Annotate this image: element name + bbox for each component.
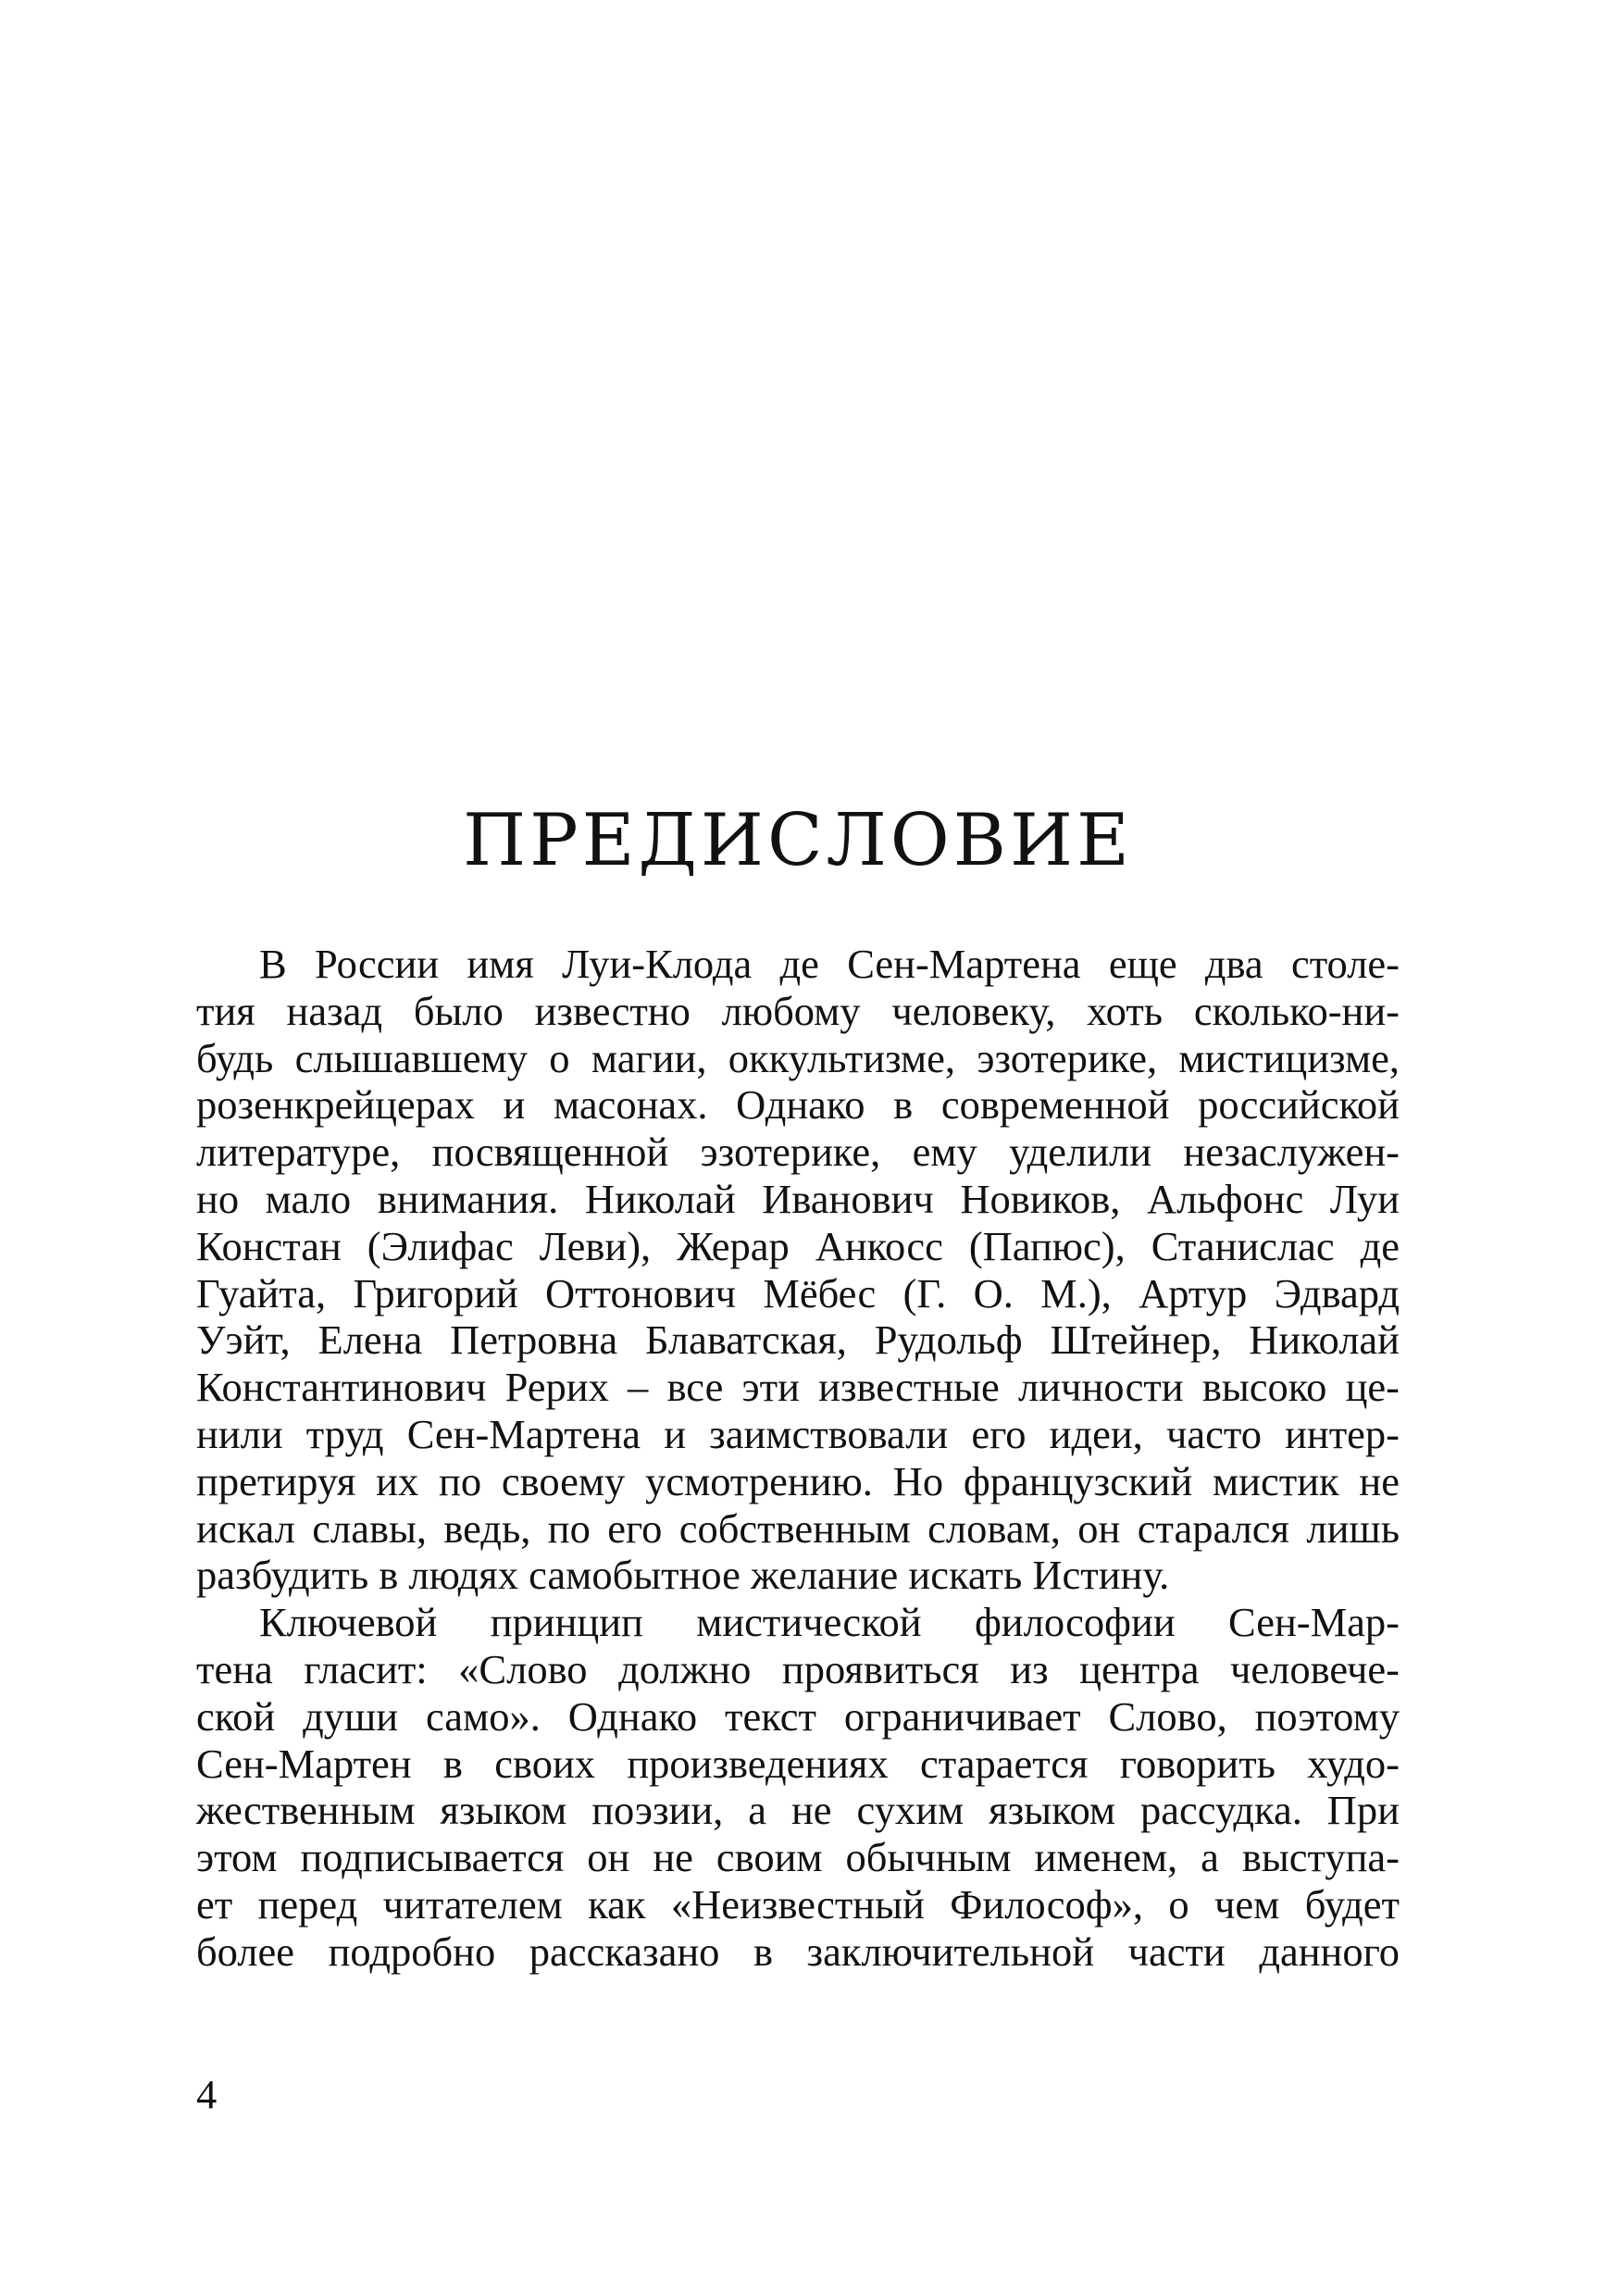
text-line: Констан (Элифас Леви), Жерар Анкосс (Папюс), Станислас де xyxy=(196,1222,1400,1269)
text-line: Гуайта, Григорий Оттонович Мёбес (Г. О. М.), Артур Эдвард xyxy=(196,1269,1400,1316)
text-line: Ключевой принцип мистической философии Сен-Мар- xyxy=(259,1599,1400,1646)
text-line: Константинович Рерих – все эти известные личности высоко це- xyxy=(196,1364,1400,1411)
text-line: искал славы, ведь, по его собственным словам, он старался лишь xyxy=(196,1504,1400,1552)
text-line: литературе, посвященной эзотерике, ему уделили незаслужен- xyxy=(196,1129,1400,1176)
text-line: жественным языком поэзии, а не сухим языком рассудка. При xyxy=(196,1787,1400,1834)
text-line: Уэйт, Елена Петровна Блаватская, Рудольф Штейнер, Николай xyxy=(196,1316,1400,1364)
page-title: ПРЕДИСЛОВИЕ xyxy=(463,799,1133,882)
text-line: будь слышавшему о магии, оккультизме, эзотерике, мистицизме, xyxy=(196,1034,1400,1081)
text-line: претируя их по своему усмотрению. Но французский мистик не xyxy=(196,1457,1400,1504)
text-line: ской души само». Однако текст ограничивает Слово, поэтому xyxy=(196,1692,1400,1740)
text-line: этом подписывается он не своим обычным именем, а выступа- xyxy=(196,1834,1400,1881)
paragraph-1 xyxy=(196,941,1400,1599)
text-line: тия назад было известно любому человеку, хоть сколько-ни- xyxy=(196,987,1400,1034)
body-text xyxy=(196,941,1400,1976)
text-line: розенкрейцерах и масонах. Однако в современной российской xyxy=(196,1081,1400,1129)
text-line: нили труд Сен-Мартена и заимствовали его идеи, часто интер- xyxy=(196,1410,1400,1457)
text-line: более подробно рассказано в заключительной части данного xyxy=(196,1928,1400,1975)
text-line: Сен-Мартен в своих произведениях старается говорить худо- xyxy=(196,1740,1400,1787)
text-line: В России имя Луи-Клода де Сен-Мартена еще два столе- xyxy=(259,941,1400,987)
page-number: 4 xyxy=(196,2071,218,2117)
text-line: ет перед читателем как «Неизвестный Философ», о чем будет xyxy=(196,1880,1400,1928)
text-line: разбудить в людях самобытное желание искать Истину. xyxy=(196,1552,1170,1599)
text-line: тена гласит: «Слово должно проявиться из центра человече- xyxy=(196,1645,1400,1692)
paragraph-2 xyxy=(196,1599,1400,1975)
text-line: но мало внимания. Николай Иванович Новиков, Альфонс Луи xyxy=(196,1175,1400,1222)
